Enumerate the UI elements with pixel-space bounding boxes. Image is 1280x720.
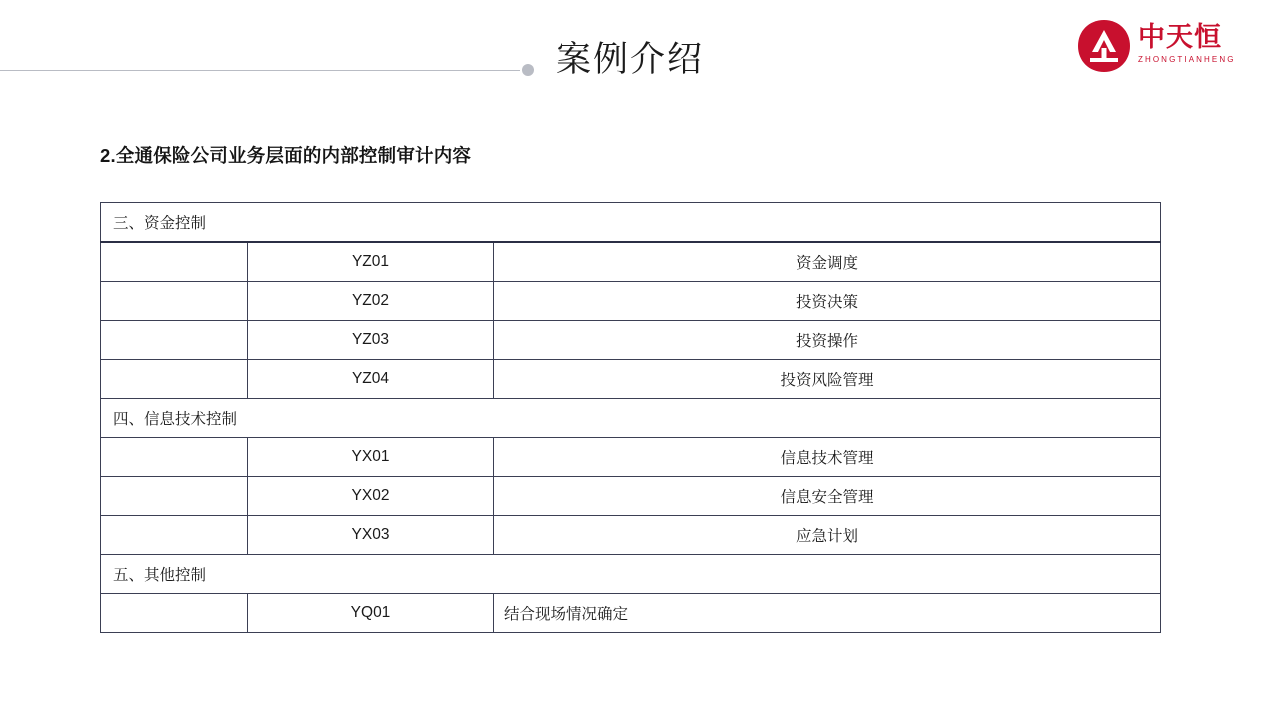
table-row <box>101 242 1161 282</box>
table-row <box>101 321 1161 360</box>
cell-blank <box>101 477 248 516</box>
cell-blank <box>101 594 248 633</box>
header-divider-line <box>0 70 520 71</box>
cell-name: 投资决策 <box>494 282 1161 321</box>
cell-name: 信息技术管理 <box>494 438 1161 477</box>
group-label: 四、信息技术控制 <box>101 399 1161 438</box>
cell-blank <box>101 516 248 555</box>
table-row <box>101 438 1161 477</box>
cell-code: YX01 <box>248 438 494 477</box>
cell-name: 应急计划 <box>494 516 1161 555</box>
zhongtianheng-shield-logo-icon <box>1076 18 1132 74</box>
cell-name: 投资操作 <box>494 321 1161 360</box>
table-row <box>101 203 1161 243</box>
logo-pinyin: ZHONGTIANHENG <box>1138 55 1236 64</box>
company-logo <box>1076 16 1256 78</box>
table-row <box>101 477 1161 516</box>
table-row <box>101 282 1161 321</box>
page-title: 案例介绍 <box>556 40 705 79</box>
cell-name: 资金调度 <box>494 242 1161 282</box>
group-label: 三、资金控制 <box>101 203 1161 243</box>
cell-blank <box>101 282 248 321</box>
table-row <box>101 399 1161 438</box>
cell-code: YZ02 <box>248 282 494 321</box>
cell-name: 投资风险管理 <box>494 360 1161 399</box>
table-body <box>101 203 1161 633</box>
cell-blank <box>101 242 248 282</box>
table-row <box>101 516 1161 555</box>
section-heading: 2.全通保险公司业务层面的内部控制审计内容 <box>100 145 472 166</box>
group-label: 五、其他控制 <box>101 555 1161 594</box>
table-row <box>101 555 1161 594</box>
table-row <box>101 360 1161 399</box>
bullet-dot-icon <box>522 64 534 76</box>
cell-code: YZ01 <box>248 242 494 282</box>
cell-code: YZ03 <box>248 321 494 360</box>
internal-control-audit-table <box>100 202 1161 633</box>
cell-blank <box>101 360 248 399</box>
content-table-wrapper <box>100 202 1160 633</box>
cell-code: YX02 <box>248 477 494 516</box>
cell-blank <box>101 438 248 477</box>
cell-code: YX03 <box>248 516 494 555</box>
logo-chinese-name: 中天恒 <box>1138 22 1222 52</box>
cell-code: YQ01 <box>248 594 494 633</box>
cell-code: YZ04 <box>248 360 494 399</box>
cell-name: 结合现场情况确定 <box>494 594 1161 633</box>
table-row <box>101 594 1161 633</box>
cell-blank <box>101 321 248 360</box>
cell-name: 信息安全管理 <box>494 477 1161 516</box>
logo-wordmark <box>1138 22 1254 66</box>
